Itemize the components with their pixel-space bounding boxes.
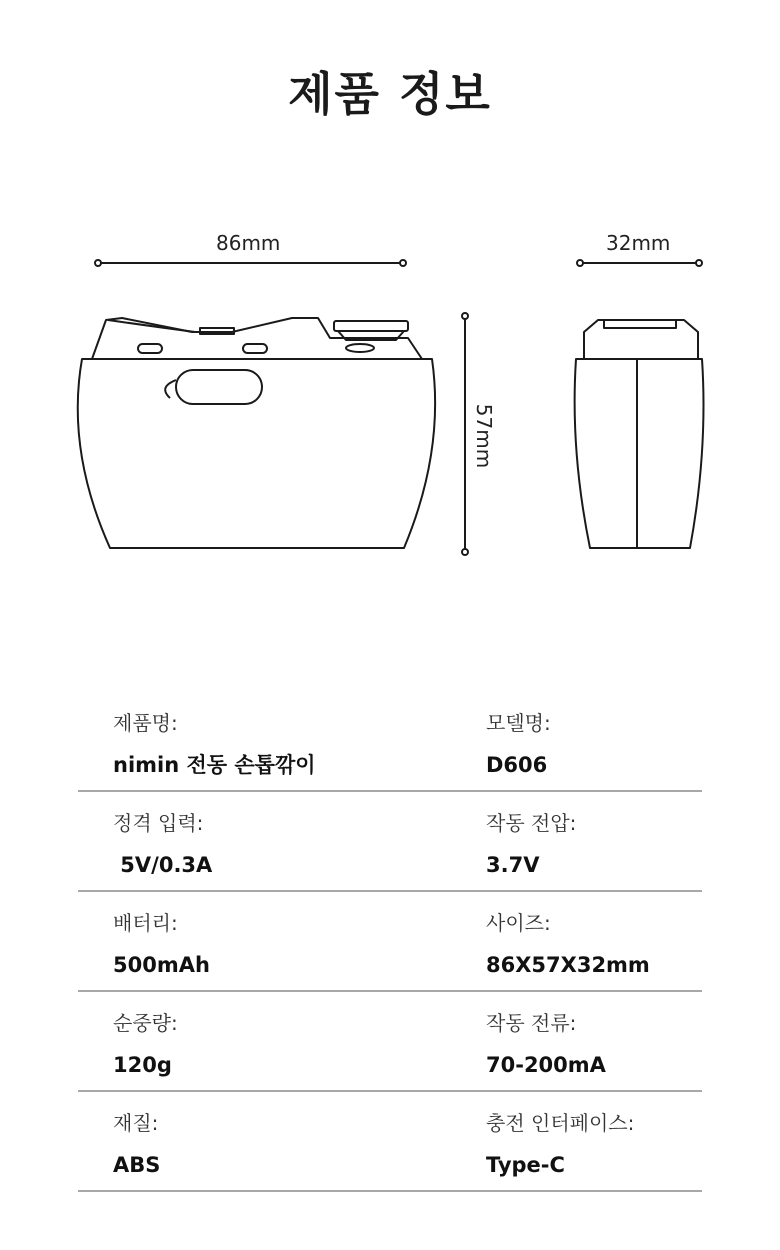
width-dimension-label: 86mm [216, 231, 281, 255]
spec-row [78, 992, 702, 1092]
spec-row [78, 892, 702, 992]
device-side-view [575, 320, 704, 548]
spec-label: 작동 전류: [486, 1011, 577, 1035]
spec-value: 3.7V [486, 853, 540, 877]
depth-dimension-line [577, 260, 702, 266]
spec-row [78, 1092, 702, 1192]
spec-label: 제품명: [113, 711, 178, 735]
spec-label: 충전 인터페이스: [486, 1111, 635, 1135]
spec-label: 순중량: [113, 1011, 178, 1035]
spec-label: 정격 입력: [113, 811, 204, 835]
spec-value: nimin 전동 손톱깎이 [113, 753, 316, 777]
spec-value: D606 [486, 753, 548, 777]
spec-value: ABS [113, 1153, 161, 1177]
spec-value: 86X57X32mm [486, 953, 650, 977]
spec-label: 재질: [113, 1111, 159, 1135]
height-dimension-label: 57mm [472, 403, 497, 469]
spec-value: 5V/0.3A [113, 853, 213, 877]
spec-value: 70-200mA [486, 1053, 606, 1077]
spec-value: 120g [113, 1053, 172, 1077]
spec-label: 작동 전압: [486, 811, 577, 835]
spec-value: 500mAh [113, 953, 210, 977]
device-front-view [78, 318, 435, 548]
width-dimension-line [95, 260, 406, 266]
spec-label: 사이즈: [486, 911, 551, 935]
page-title: 제품 정보 [288, 67, 492, 121]
spec-row [78, 692, 702, 792]
spec-label: 배터리: [113, 911, 178, 935]
spec-value: Type-C [486, 1153, 565, 1177]
spec-row [78, 792, 702, 892]
spec-label: 모델명: [486, 711, 551, 735]
spec-table [78, 692, 702, 1192]
depth-dimension-label: 32mm [606, 231, 671, 255]
height-dimension-line [462, 313, 468, 555]
